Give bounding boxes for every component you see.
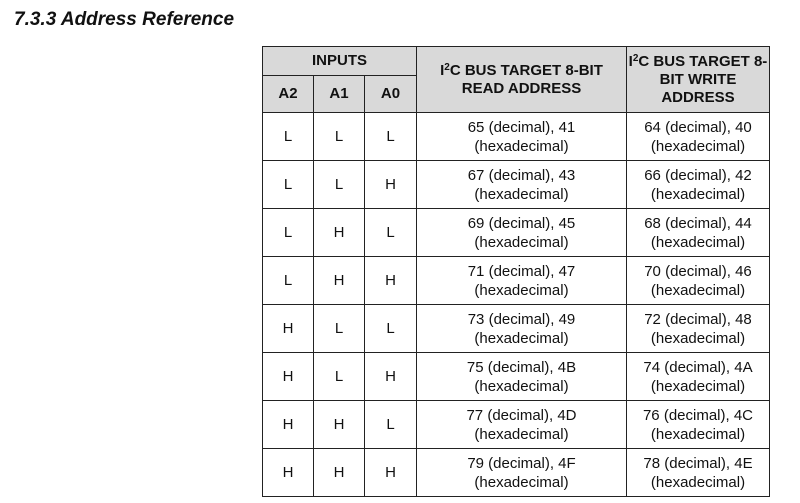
cell-a2: L bbox=[263, 113, 314, 161]
address-reference-table bbox=[262, 46, 770, 497]
cell-write-address: 72 (decimal), 48 (hexadecimal) bbox=[627, 305, 770, 353]
cell-a0: H bbox=[365, 353, 417, 401]
cell-a1: L bbox=[314, 161, 365, 209]
cell-write-address: 70 (decimal), 46 (hexadecimal) bbox=[627, 257, 770, 305]
cell-a1: L bbox=[314, 113, 365, 161]
cell-write-address: 68 (decimal), 44 (hexadecimal) bbox=[627, 209, 770, 257]
section-title bbox=[14, 9, 234, 31]
table-header bbox=[263, 47, 770, 113]
section-title-text: Address Reference bbox=[60, 9, 235, 30]
cell-a0: H bbox=[365, 161, 417, 209]
table-row bbox=[263, 305, 770, 353]
cell-read-address: 71 (decimal), 47 (hexadecimal) bbox=[417, 257, 627, 305]
table-row bbox=[263, 209, 770, 257]
cell-write-address: 66 (decimal), 42 (hexadecimal) bbox=[627, 161, 770, 209]
table-row bbox=[263, 401, 770, 449]
cell-a0: H bbox=[365, 257, 417, 305]
cell-read-address: 69 (decimal), 45 (hexadecimal) bbox=[417, 209, 627, 257]
header-write-address: $I^2C$ BUS TARGET 8-BIT WRITE ADDRESS bbox=[627, 47, 770, 113]
cell-read-address: 79 (decimal), 4F (hexadecimal) bbox=[417, 449, 627, 497]
cell-a1: H bbox=[314, 257, 365, 305]
cell-a2: L bbox=[263, 209, 314, 257]
cell-write-address: 76 (decimal), 4C (hexadecimal) bbox=[627, 401, 770, 449]
cell-a1: H bbox=[314, 449, 365, 497]
cell-a2: H bbox=[263, 401, 314, 449]
table-row bbox=[263, 257, 770, 305]
header-inputs: INPUTS bbox=[263, 47, 417, 76]
table-row bbox=[263, 449, 770, 497]
cell-a2: L bbox=[263, 161, 314, 209]
cell-a2: H bbox=[263, 305, 314, 353]
cell-write-address: 64 (decimal), 40 (hexadecimal) bbox=[627, 113, 770, 161]
cell-a1: L bbox=[314, 305, 365, 353]
cell-a1: H bbox=[314, 209, 365, 257]
cell-a1: L bbox=[314, 353, 365, 401]
cell-read-address: 67 (decimal), 43 (hexadecimal) bbox=[417, 161, 627, 209]
section-number: 7.3.3 bbox=[14, 9, 57, 30]
cell-a2: H bbox=[263, 353, 314, 401]
cell-a0: H bbox=[365, 449, 417, 497]
cell-a0: L bbox=[365, 401, 417, 449]
cell-a0: L bbox=[365, 305, 417, 353]
header-a0: A0 bbox=[365, 76, 417, 113]
header-a2: A2 bbox=[263, 76, 314, 113]
cell-a2: H bbox=[263, 449, 314, 497]
table-row bbox=[263, 113, 770, 161]
cell-a0: L bbox=[365, 209, 417, 257]
cell-write-address: 78 (decimal), 4E (hexadecimal) bbox=[627, 449, 770, 497]
table-body bbox=[263, 113, 770, 497]
cell-read-address: 75 (decimal), 4B (hexadecimal) bbox=[417, 353, 627, 401]
cell-read-address: 65 (decimal), 41 (hexadecimal) bbox=[417, 113, 627, 161]
cell-write-address: 74 (decimal), 4A (hexadecimal) bbox=[627, 353, 770, 401]
cell-read-address: 73 (decimal), 49 (hexadecimal) bbox=[417, 305, 627, 353]
table-row bbox=[263, 161, 770, 209]
cell-read-address: 77 (decimal), 4D (hexadecimal) bbox=[417, 401, 627, 449]
table-row bbox=[263, 353, 770, 401]
header-a1: A1 bbox=[314, 76, 365, 113]
cell-a2: L bbox=[263, 257, 314, 305]
cell-a0: L bbox=[365, 113, 417, 161]
header-row-top bbox=[263, 47, 770, 76]
header-read-address: $I^2C$ BUS TARGET 8-BIT READ ADDRESS bbox=[417, 47, 627, 113]
cell-a1: H bbox=[314, 401, 365, 449]
